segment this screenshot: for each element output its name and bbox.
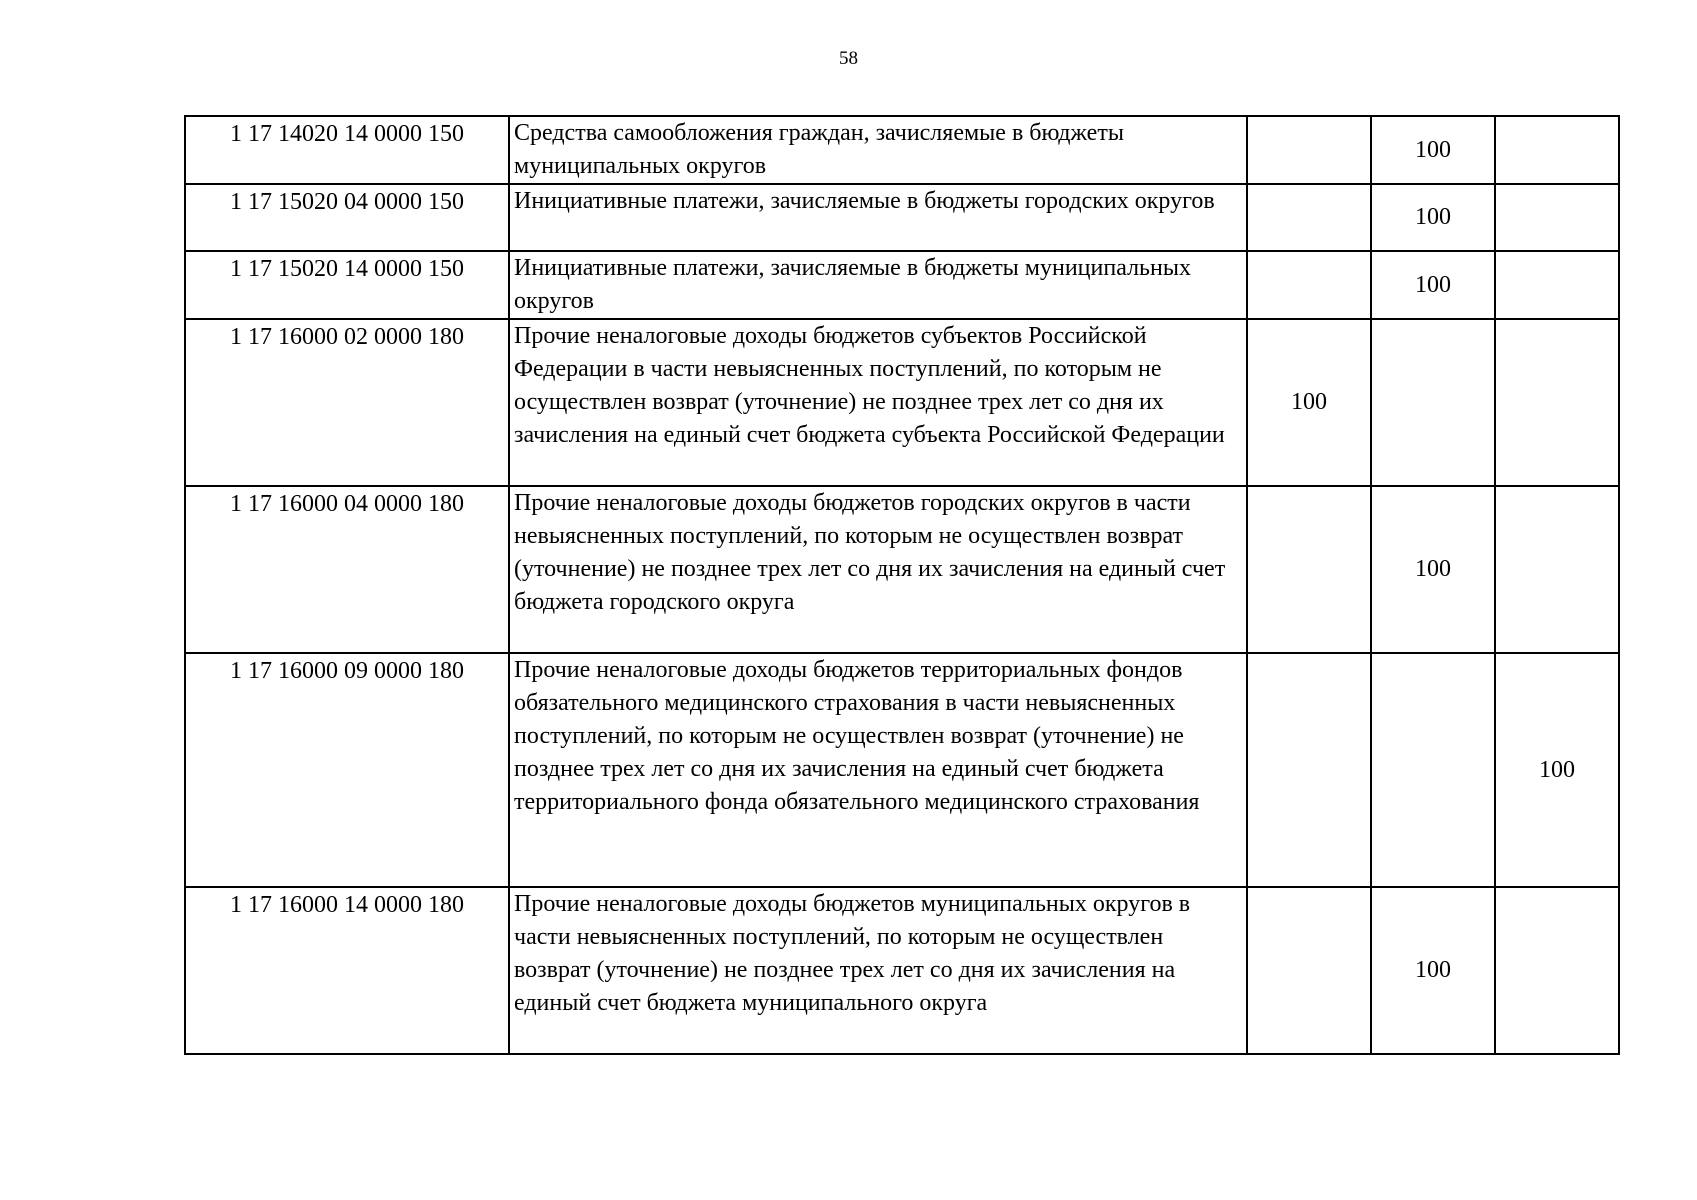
table-row <box>185 319 1619 486</box>
value-cell <box>1371 319 1495 486</box>
value-cell <box>1247 116 1371 184</box>
table-row <box>185 116 1619 184</box>
value-cell <box>1495 319 1619 486</box>
revenue-code: 1 17 16000 04 0000 180 <box>185 486 509 653</box>
value-cell <box>1495 184 1619 251</box>
value-cell: 100 <box>1371 116 1495 184</box>
revenue-description: Прочие неналоговые доходы бюджетов территориальных фондов обязательного медицинского страхования в части невыясненных поступлений, по которым не осуществлен возврат (уточнение) не позднее трех лет со дня их зачисления на единый счет бюджета территориального фонда обязательного медицинского страхования <box>509 653 1247 887</box>
value-cell: 100 <box>1371 184 1495 251</box>
revenue-description: Прочие неналоговые доходы бюджетов муниципальных округов в части невыясненных поступлений, по которым не осуществлен возврат (уточнение) не позднее трех лет со дня их зачисления на единый счет бюджета муниципального округа <box>509 887 1247 1054</box>
value-cell: 100 <box>1495 653 1619 887</box>
value-cell: 100 <box>1371 486 1495 653</box>
value-cell <box>1247 887 1371 1054</box>
revenue-code: 1 17 15020 04 0000 150 <box>185 184 509 251</box>
value-cell <box>1247 251 1371 319</box>
value-cell <box>1247 653 1371 887</box>
revenue-code: 1 17 14020 14 0000 150 <box>185 116 509 184</box>
table-row <box>185 251 1619 319</box>
revenue-distribution-table <box>184 115 1620 1055</box>
revenue-description: Инициативные платежи, зачисляемые в бюджеты муниципальных округов <box>509 251 1247 319</box>
value-cell: 100 <box>1371 887 1495 1054</box>
value-cell <box>1371 653 1495 887</box>
revenue-code: 1 17 16000 02 0000 180 <box>185 319 509 486</box>
page-number: 58 <box>839 48 858 69</box>
value-cell <box>1495 887 1619 1054</box>
revenue-description: Прочие неналоговые доходы бюджетов городских округов в части невыясненных поступлений, по которым не осуществлен возврат (уточнение) не позднее трех лет со дня их зачисления на единый счет бюджета городского округа <box>509 486 1247 653</box>
value-cell <box>1495 486 1619 653</box>
revenue-code: 1 17 15020 14 0000 150 <box>185 251 509 319</box>
revenue-description: Средства самообложения граждан, зачисляемые в бюджеты муниципальных округов <box>509 116 1247 184</box>
table-row <box>185 184 1619 251</box>
value-cell <box>1495 116 1619 184</box>
value-cell: 100 <box>1247 319 1371 486</box>
value-cell: 100 <box>1371 251 1495 319</box>
revenue-description: Инициативные платежи, зачисляемые в бюджеты городских округов <box>509 184 1247 251</box>
table-row <box>185 887 1619 1054</box>
revenue-code: 1 17 16000 09 0000 180 <box>185 653 509 887</box>
table-row <box>185 653 1619 887</box>
value-cell <box>1247 486 1371 653</box>
value-cell <box>1247 184 1371 251</box>
table-row <box>185 486 1619 653</box>
revenue-code: 1 17 16000 14 0000 180 <box>185 887 509 1054</box>
value-cell <box>1495 251 1619 319</box>
revenue-description: Прочие неналоговые доходы бюджетов субъектов Российской Федерации в части невыясненных поступлений, по которым не осуществлен возврат (уточнение) не позднее трех лет со дня их зачисления на единый счет бюджета субъекта Российской Федерации <box>509 319 1247 486</box>
